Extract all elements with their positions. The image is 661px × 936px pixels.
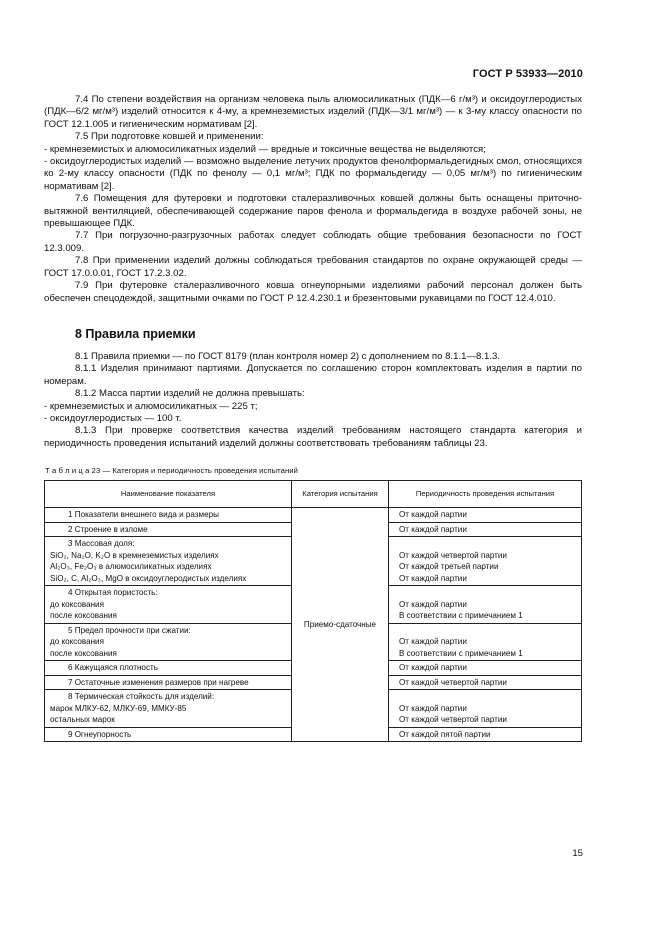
periodicity-line bbox=[399, 538, 577, 550]
paragraph: 7.6 Помещения для футеровки и подготовки сталеразливочных ковшей должны быть оснащены приточно-вытяжной вентиляцией, обеспечивающей содержание паров фенола и формальдегида в воздухе рабочей зоны, не превышающее ПДК. bbox=[44, 193, 582, 230]
indicator-line: 1 Показатели внешнего вида и размеры bbox=[68, 510, 219, 520]
header-indicator: Наименование показателя bbox=[45, 481, 292, 508]
periodicity-line bbox=[399, 587, 577, 599]
periodicity-line: От каждой партии bbox=[399, 510, 467, 520]
periodicity-line bbox=[399, 691, 577, 703]
periodicity-line: От каждой партии bbox=[399, 703, 467, 713]
indicator-cell bbox=[45, 508, 292, 523]
page-number: 15 bbox=[572, 848, 583, 859]
section-8-title: 8 Правила приемки bbox=[75, 326, 196, 341]
periodicity-line: От каждой партии bbox=[399, 599, 467, 609]
header-category: Категория испытания bbox=[292, 481, 389, 508]
indicator-cell bbox=[45, 661, 292, 676]
periodicity-line: От каждой третьей партии bbox=[399, 562, 499, 572]
paragraph: - кремнеземистых и алюмосиликатных — 225 т; bbox=[44, 400, 258, 412]
indicator-line: до коксования bbox=[50, 637, 104, 647]
indicator-cell bbox=[45, 675, 292, 690]
periodicity-cell bbox=[389, 727, 582, 742]
paragraph: - кремнеземистых и алюмосиликатных изделий — вредные и токсичные вещества не выделяются; bbox=[44, 143, 486, 155]
section-8-paragraphs bbox=[44, 351, 582, 450]
paragraph: 8.1 Правила приемки — по ГОСТ 8179 (план контроля номер 2) с дополнением по 8.1.1—8.1.3. bbox=[75, 350, 501, 362]
table-row bbox=[45, 508, 582, 523]
indicator-line: 2 Строение в изломе bbox=[68, 524, 148, 534]
paragraph: - оксидоуглеродистых — 100 т. bbox=[44, 412, 182, 424]
indicator-line: 3 Массовая доля: bbox=[68, 539, 135, 549]
indicator-line: до коксования bbox=[50, 599, 104, 609]
periodicity-line: От каждой партии bbox=[399, 663, 467, 673]
indicator-line: 7 Остаточные изменения размеров при нагреве bbox=[68, 677, 249, 687]
paragraph: 7.9 При футеровке сталеразливочного ковша огнеупорными изделиями рабочий персонал должен быть обеспечен спецодеждой, защитными очками по ГОСТ Р 12.4.230.1 и брезентовыми рукавицами по ГОСТ 12.4.010. bbox=[44, 280, 582, 304]
periodicity-line: От каждой четвертой партии bbox=[399, 550, 507, 560]
page-content bbox=[44, 94, 582, 742]
paragraph: 7.7 При погрузочно-разгрузочных работах следует соблюдать общие требования безопасности по ГОСТ 12.3.009. bbox=[44, 230, 582, 254]
indicator-cell bbox=[45, 690, 292, 728]
paragraph: 8.1.1 Изделия принимают партиями. Допускается по соглашению сторон комплектовать изделия в партии по номерам. bbox=[44, 363, 582, 387]
table-header-row bbox=[45, 481, 582, 508]
indicator-cell bbox=[45, 586, 292, 624]
periodicity-line bbox=[399, 625, 577, 637]
document-code: ГОСТ Р 53933—2010 bbox=[472, 68, 583, 80]
indicator-line: 8 Термическая стойкость для изделий: bbox=[68, 692, 215, 702]
periodicity-cell bbox=[389, 522, 582, 537]
paragraph: 8.1.2 Масса партии изделий не должна превышать: bbox=[75, 388, 305, 400]
periodicity-cell bbox=[389, 508, 582, 523]
indicator-line: 4 Открытая пористость: bbox=[68, 588, 158, 598]
periodicity-line: От каждой пятой партии bbox=[399, 729, 491, 739]
indicator-line: SiO₂, C, Al₂O₃, MgO в оксидоуглеродистых изделиях bbox=[50, 573, 247, 583]
periodicity-cell bbox=[389, 623, 582, 661]
indicator-line: марок МЛКУ-62, МЛКУ-69, ММКУ-85 bbox=[50, 703, 187, 713]
indicator-line: 5 Предел прочности при сжатии: bbox=[68, 625, 191, 635]
periodicity-line: От каждой четвертой партии bbox=[399, 677, 507, 687]
periodicity-line: От каждой партии bbox=[399, 573, 467, 583]
indicator-line: 9 Огнеупорность bbox=[68, 729, 132, 739]
indicator-line: SiO₂, Na₂O, K₂O в кремнеземистых изделиях bbox=[50, 550, 219, 560]
periodicity-cell bbox=[389, 690, 582, 728]
indicator-line: после коксования bbox=[50, 611, 117, 621]
periodicity-line: В соответствии с примечанием 1 bbox=[399, 611, 523, 621]
section-7-paragraphs bbox=[44, 94, 582, 305]
category-cell: Приемо-сдаточные bbox=[292, 508, 389, 742]
indicator-cell bbox=[45, 727, 292, 742]
periodicity-line: От каждой партии bbox=[399, 524, 467, 534]
periodicity-cell bbox=[389, 661, 582, 676]
paragraph: 7.4 По степени воздействия на организм человека пыль алюмосиликатных (ПДК—6 г/м³) и оксидоуглеродистых (ПДК—6/2 мг/м³) изделий относится к 4-му, а кремнеземистых изделий (ПДК—3/1 мг/м³) — к 3-му классу опасности по ГОСТ 12.1.005 и гигиеническим нормативам [2]. bbox=[44, 94, 582, 130]
periodicity-line: В соответствии с примечанием 1 bbox=[399, 648, 523, 658]
indicator-cell bbox=[45, 623, 292, 661]
periodicity-cell bbox=[389, 675, 582, 690]
table-23 bbox=[44, 480, 582, 742]
indicator-line: после коксования bbox=[50, 648, 117, 658]
periodicity-cell bbox=[389, 537, 582, 586]
indicator-line: 6 Кажущаяся плотность bbox=[68, 663, 158, 673]
periodicity-line: От каждой четвертой партии bbox=[399, 715, 507, 725]
indicator-cell bbox=[45, 522, 292, 537]
paragraph: 8.1.3 При проверке соответствия качества изделий требованиям настоящего стандарта категория и периодичность проведения испытаний изделий должны соответствовать требованиям таблицы 23. bbox=[44, 425, 582, 449]
indicator-line: остальных марок bbox=[50, 715, 115, 725]
indicator-cell bbox=[45, 537, 292, 586]
paragraph: 7.8 При применении изделий должны соблюдаться требования стандартов по охране окружающей среды — ГОСТ 17.0.0.01, ГОСТ 17.2.3.02. bbox=[44, 255, 582, 279]
periodicity-cell bbox=[389, 586, 582, 624]
header-periodicity: Периодичность проведения испытания bbox=[389, 481, 582, 508]
periodicity-line: От каждой партии bbox=[399, 637, 467, 647]
table-caption: Т а б л и ц а 23 — Категория и периодичность проведения испытаний bbox=[45, 466, 298, 476]
paragraph: 7.5 При подготовке ковшей и применении: bbox=[75, 131, 264, 143]
indicator-line: Al₂O₃, Fe₂O₃ в алюмосиликатных изделиях bbox=[50, 562, 212, 572]
paragraph: - оксидоуглеродистых изделий — возможно выделение летучих продуктов фенолформальдегидных смол, относящихся ко 2-му классу опасности (ПДК по фенолу — 0,1 мг/м³; ПДК по формальдегиду — 0,05 мг/м³) по гигиеническим нормативам [2]. bbox=[44, 156, 582, 192]
